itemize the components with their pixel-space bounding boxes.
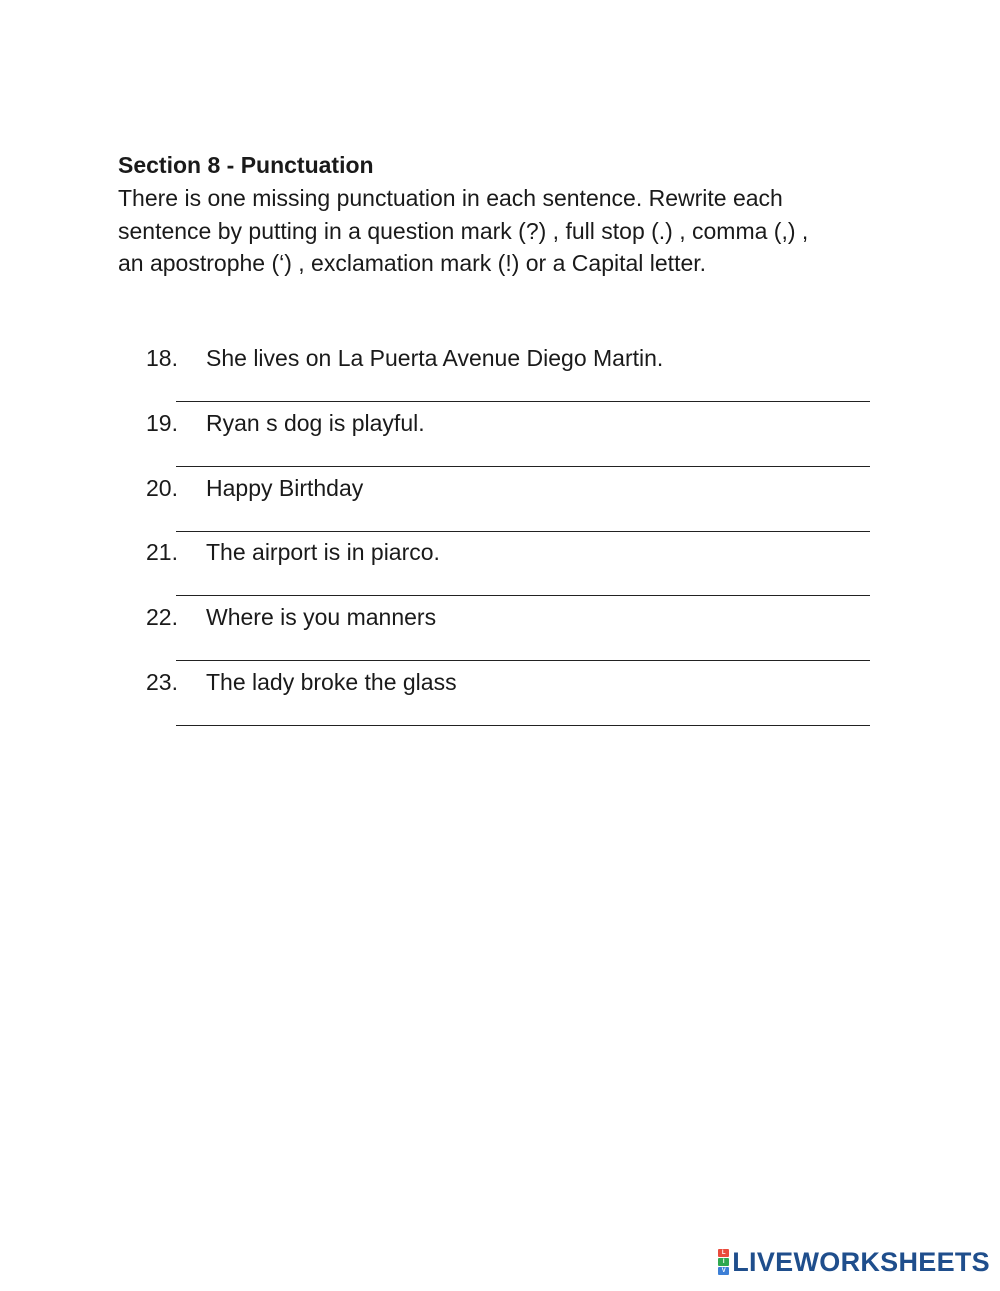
- section-title: Section 8 - Punctuation: [118, 152, 374, 178]
- logo-block: L: [718, 1249, 729, 1257]
- question-text: Where is you manners: [206, 604, 437, 631]
- question-text: The airport is in piarco.: [206, 539, 440, 566]
- instructions: [118, 182, 878, 280]
- question-number: 23.: [146, 668, 178, 695]
- question-item: [0, 470, 1000, 535]
- question-text: Ryan s dog is playful.: [206, 409, 425, 436]
- answer-line[interactable]: [176, 401, 870, 402]
- question-number: 20.: [146, 474, 178, 501]
- answer-line[interactable]: [176, 466, 870, 467]
- logo-block: V: [718, 1267, 729, 1275]
- question-number: 21.: [146, 539, 178, 566]
- question-text: She lives on La Puerta Avenue Diego Martin.: [206, 345, 664, 371]
- logo-text: LIVEWORKSHEETS: [732, 1247, 990, 1277]
- answer-line[interactable]: [176, 660, 870, 661]
- question-number: 22.: [146, 604, 178, 631]
- instruction-line: sentence by putting in a question mark (?) , full stop (.) , comma (,) ,: [118, 217, 809, 244]
- answer-line[interactable]: [176, 725, 870, 726]
- question-item: [0, 405, 1000, 470]
- question-text: The lady broke the glass: [206, 668, 457, 695]
- question-item: [0, 664, 1000, 729]
- answer-line[interactable]: [176, 531, 870, 532]
- logo-block: I: [718, 1258, 729, 1266]
- question-list: [0, 340, 1000, 729]
- answer-line[interactable]: [176, 595, 870, 596]
- question-number: 19.: [146, 409, 178, 436]
- question-item: [0, 340, 1000, 405]
- logo-mark-icon: [718, 1249, 729, 1275]
- question-text: Happy Birthday: [206, 474, 364, 501]
- question-item: [0, 534, 1000, 599]
- instruction-line: an apostrophe (‘) , exclamation mark (!) or a Capital letter.: [118, 250, 707, 276]
- question-item: [0, 599, 1000, 664]
- instruction-line: There is one missing punctuation in each sentence. Rewrite each: [118, 185, 783, 211]
- liveworksheets-logo[interactable]: [718, 1247, 990, 1277]
- question-number: 18.: [146, 345, 178, 371]
